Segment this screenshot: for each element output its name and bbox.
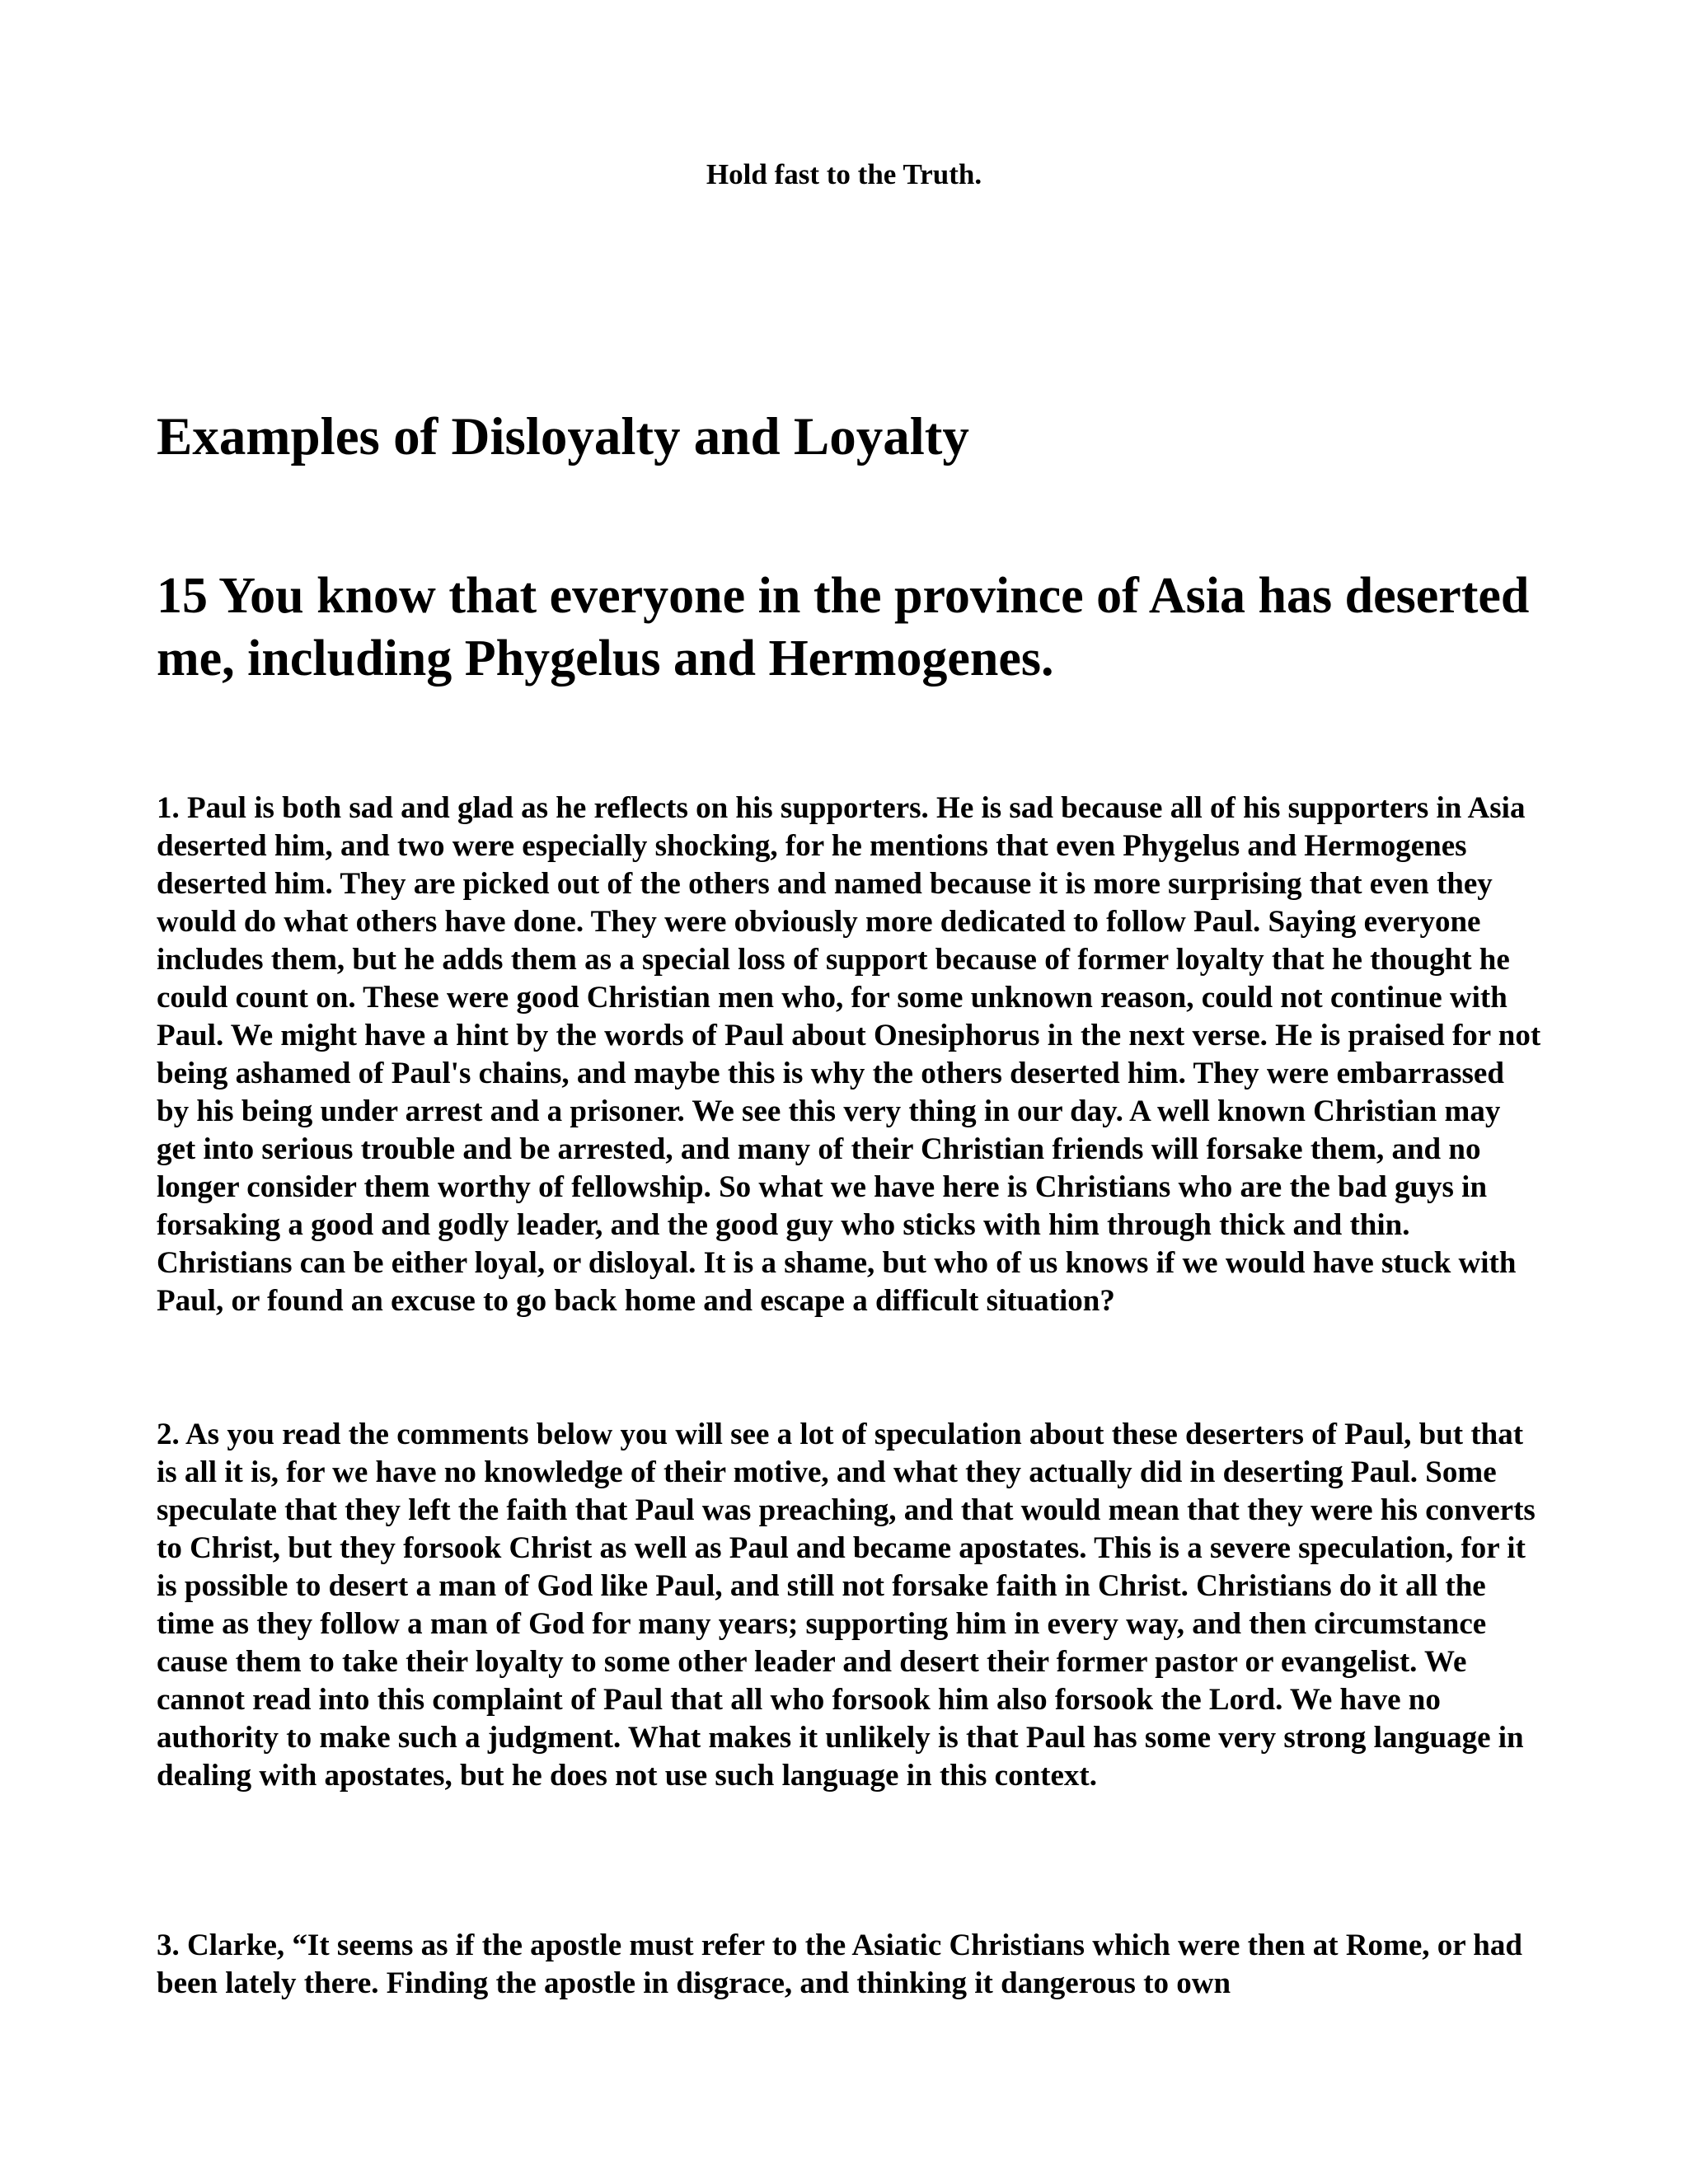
header-title: Hold fast to the Truth. xyxy=(706,158,982,190)
paragraph-1: 1. Paul is both sad and glad as he reflects on his supporters. He is sad because all of his supporters in Asia deserted him, and two were especially shocking, for he mentions that even Phygelus and Hermogenes deserted him. They are picked out of the others and named because it is more surprising that even they would do what others have done. They were obviously more dedicated to follow Paul. Saying everyone includes them, but he adds them as a special loss of support because of former loyalty that he thought he could count on. These were good Christian men who, for some unknown reason, could not continue with Paul. We might have a hint by the words of Paul about Onesiphorus in the next verse. He is praised for not being ashamed of Paul's chains, and maybe this is why the others deserted him. They were embarrassed by his being under arrest and a prisoner. We see this very thing in our day. A well known Christian may get into serious trouble and be arrested, and many of their Christian friends will forsake them, and no longer consider them worthy of fellowship. So what we have here is Christians who are the bad guys in forsaking a good and godly leader, and the good guy who sticks with him through thick and thin. Christians can be either loyal, or disloyal. It is a shame, but who of us knows if we would have stuck with Paul, or found an excuse to go back home and escape a difficult situation? xyxy=(157,791,1541,1318)
section-heading: Examples of Disloyalty and Loyalty xyxy=(157,407,969,466)
verse-heading: 15 You know that everyone in the province of Asia has deserted me, including Phygelus and Hermogenes. xyxy=(157,568,1530,687)
paragraph-3: 3. Clarke, “It seems as if the apostle must refer to the Asiatic Christians which were then at Rome, or had been lately there. Finding the apostle in disgrace, and thinking it dangerous to own xyxy=(157,1929,1522,2000)
paragraph-2: 2. As you read the comments below you will see a lot of speculation about these deserters of Paul, but that is all it is, for we have no knowledge of their motive, and what they actually did in deserting Paul. Some speculate that they left the faith that Paul was preaching, and that would mean that they were his converts to Christ, but they forsook Christ as well as Paul and became apostates. This is a severe speculation, for it is possible to desert a man of God like Paul, and still not forsake faith in Christ. Christians do it all the time as they follow a man of God for many years; supporting him in every way, and then circumstance cause them to take their loyalty to some other leader and desert their former pastor or evangelist. We cannot read into this complaint of Paul that all who forsook him also forsook the Lord. We have no authority to make such a judgment. What makes it unlikely is that Paul has some very strong language in dealing with apostates, but he does not use such language in this context. xyxy=(157,1418,1536,1793)
